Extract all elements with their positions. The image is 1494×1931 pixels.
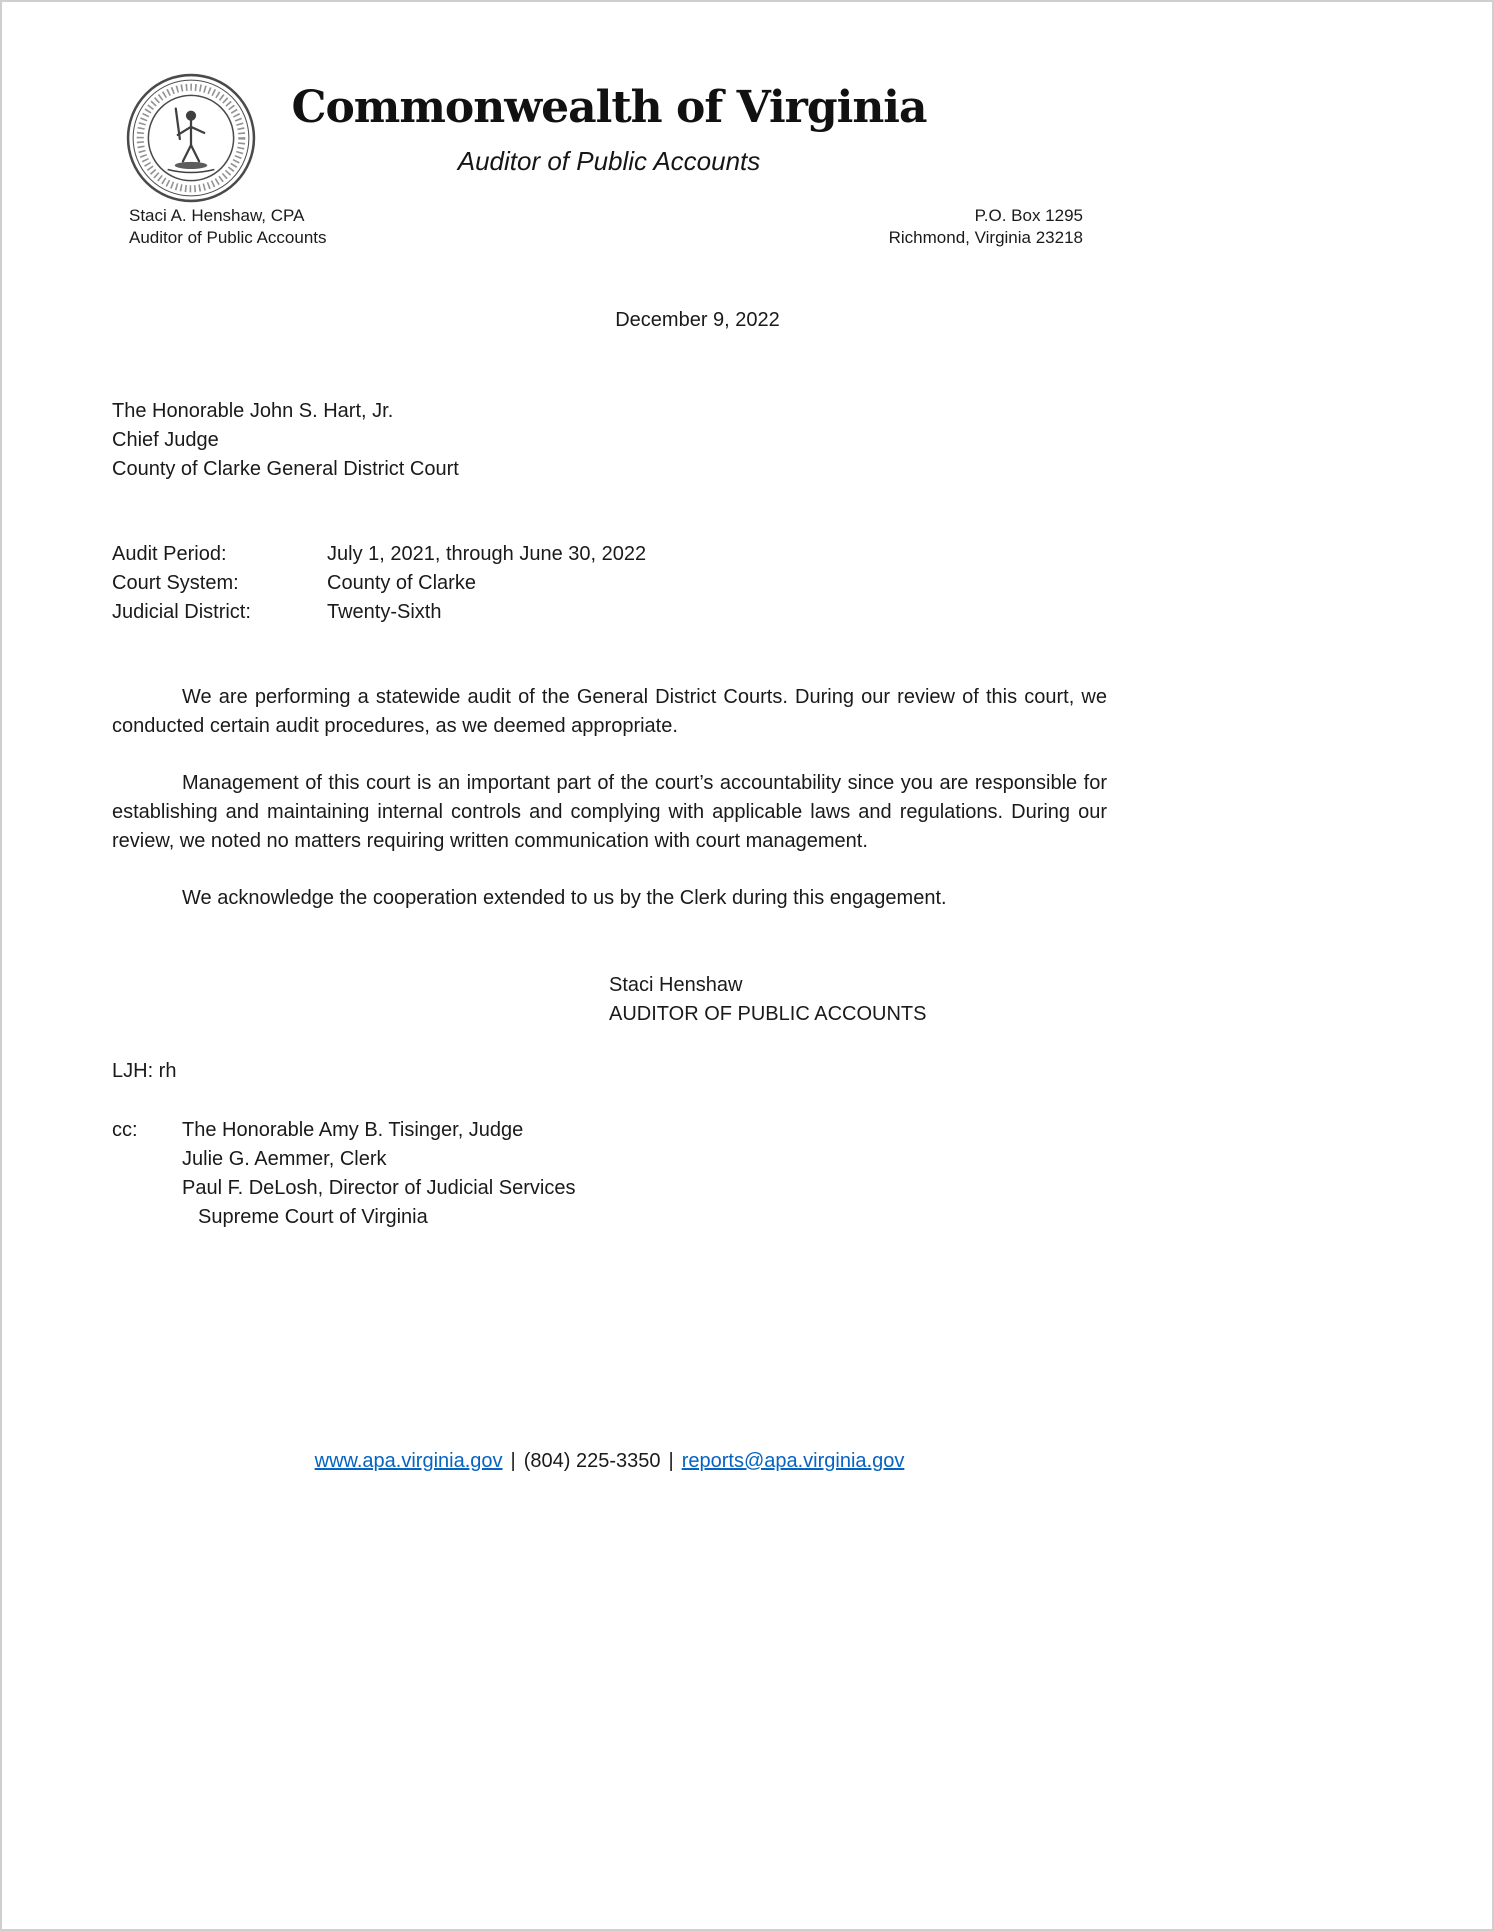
recipient-block (112, 397, 1107, 484)
audit-info-row (112, 569, 1107, 598)
audit-info-table (112, 540, 1107, 627)
reference-initials: LJH: rh (112, 1060, 177, 1082)
audit-period-label: Audit Period: (112, 543, 227, 565)
signature-name: Staci Henshaw (609, 974, 743, 996)
signature-block (112, 971, 1107, 1029)
footer-phone: (804) 225-3350 (523, 1450, 661, 1472)
court-system-label: Court System: (112, 572, 239, 594)
letterhead-title: Commonwealth of Virginia (291, 82, 927, 133)
court-system-value: County of Clarke (327, 572, 476, 594)
website-link[interactable]: www.apa.virginia.gov (314, 1450, 503, 1472)
audit-info-row (112, 598, 1107, 627)
recipient-title: Chief Judge (112, 429, 219, 451)
judicial-district-value: Twenty-Sixth (327, 601, 442, 623)
signature-title: AUDITOR OF PUBLIC ACCOUNTS (609, 1003, 927, 1025)
body-paragraph-1: We are performing a statewide audit of the General District Courts. During our review of this court, we conducted certain audit procedures, as we deemed appropriate. (112, 686, 1107, 737)
footer-separator: | (510, 1450, 516, 1472)
official-name: Staci A. Henshaw, CPA (129, 206, 305, 225)
body-paragraph-2: Management of this court is an important part of the court’s accountability since you are responsible for establishing and maintaining internal controls and complying with applicable laws and regulations. During our review, we noted no matters requiring written communication with court management. (112, 772, 1107, 852)
cc-label: cc: (112, 1119, 138, 1141)
letterhead-subtitle: Auditor of Public Accounts (457, 146, 761, 176)
email-link[interactable]: reports@apa.virginia.gov (681, 1450, 905, 1472)
page-footer (112, 1447, 1107, 1476)
letterhead-official-block (129, 205, 327, 249)
letter-date: December 9, 2022 (615, 309, 780, 331)
cc-entry: Supreme Court of Virginia (198, 1206, 428, 1228)
footer-separator: | (668, 1450, 674, 1472)
cc-entry: The Honorable Amy B. Tisinger, Judge (182, 1119, 524, 1141)
recipient-name: The Honorable John S. Hart, Jr. (112, 400, 394, 422)
address-line-2: Richmond, Virginia 23218 (888, 228, 1083, 247)
letterhead-masthead (2, 84, 1216, 176)
letterhead-address-block (889, 205, 1083, 249)
address-line-1: P.O. Box 1295 (974, 206, 1083, 225)
cc-block (112, 1116, 1107, 1232)
official-title: Auditor of Public Accounts (129, 228, 327, 247)
cc-entry: Julie G. Aemmer, Clerk (182, 1148, 387, 1170)
audit-info-row (112, 540, 1107, 569)
recipient-court: County of Clarke General District Court (112, 458, 459, 480)
cc-list (182, 1116, 1107, 1232)
cc-entry: Paul F. DeLosh, Director of Judicial Services (182, 1177, 576, 1199)
judicial-district-label: Judicial District: (112, 601, 251, 623)
body-paragraph-3: We acknowledge the cooperation extended to us by the Clerk during this engagement. (182, 887, 947, 909)
audit-period-value: July 1, 2021, through June 30, 2022 (327, 543, 647, 565)
letter-body (112, 306, 1107, 1232)
